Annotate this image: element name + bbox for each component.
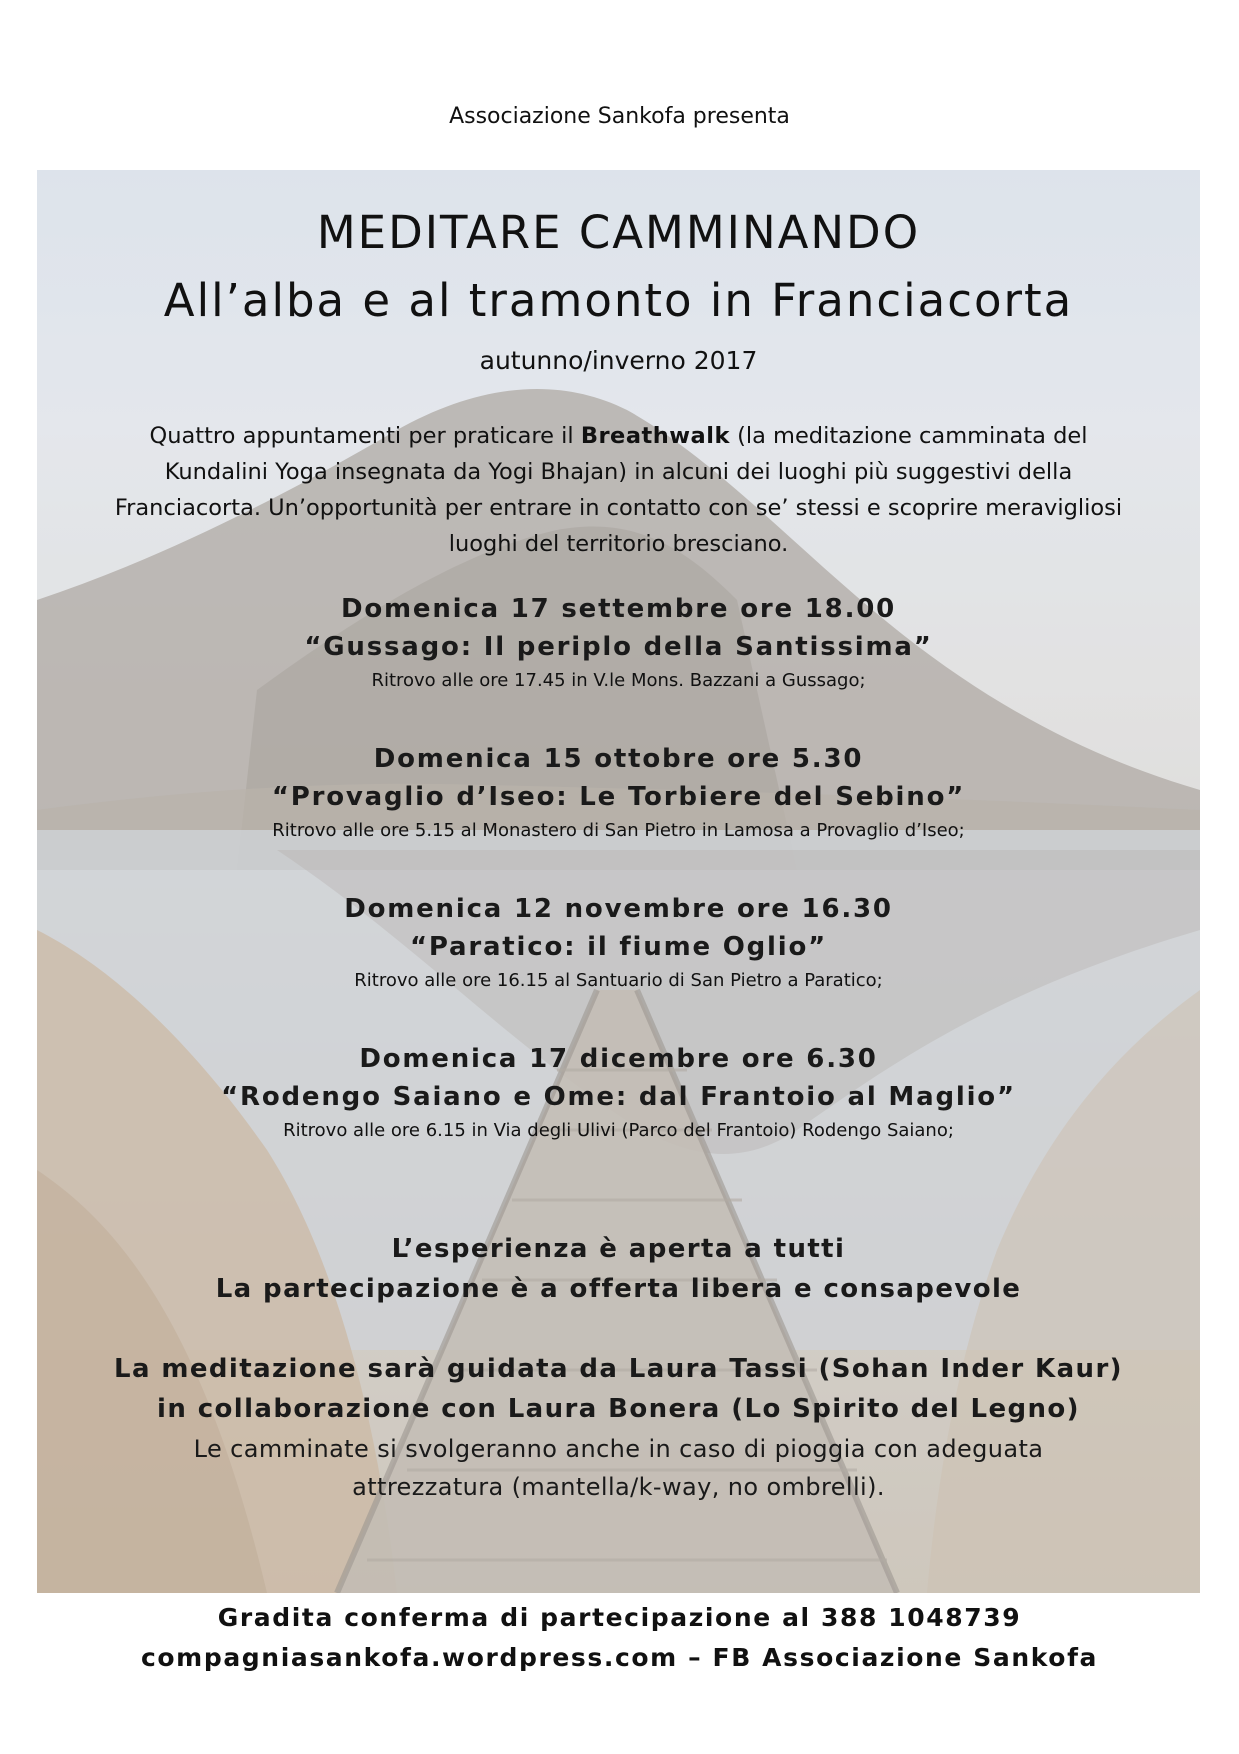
season-label: autunno/inverno 2017 <box>479 346 758 375</box>
poster-subtitle: All’alba e al tramonto in Franciacorta <box>163 274 1074 327</box>
event-place: “Paratico: il fiume Oglio” <box>409 932 828 962</box>
event-meeting-point: Ritrovo alle ore 17.45 in V.le Mons. Bazzani a Gussago; <box>371 670 866 691</box>
event-1 <box>37 590 1200 696</box>
presenter-line: Associazione Sankofa presenta <box>449 104 790 129</box>
event-date: Domenica 15 ottobre ore 5.30 <box>373 744 864 774</box>
open-to-all: L’esperienza è aperta a tutti <box>391 1234 846 1264</box>
footer-confirmation: Gradita conferma di partecipazione al 388 1048739 <box>217 1603 1022 1632</box>
event-2 <box>37 740 1200 846</box>
breathwalk-highlight: Breathwalk <box>580 423 730 449</box>
guide-line-2: in collaborazione con Laura Bonera (Lo Spirito del Legno) <box>157 1394 1080 1424</box>
poster-background <box>37 170 1200 1593</box>
footer-website: compagniasankofa.wordpress.com – FB Associazione Sankofa <box>140 1643 1099 1672</box>
event-4 <box>37 1040 1200 1146</box>
event-place: “Gussago: Il periplo della Santissima” <box>304 632 933 662</box>
guide-line-1: La meditazione sarà guidata da Laura Tassi (Sohan Inder Kaur) <box>114 1354 1123 1384</box>
intro-paragraph: Quattro appuntamenti per praticare il Breathwalk (la meditazione camminata del Kundalini Yoga insegnata da Yogi Bhajan) in alcuni dei luoghi più suggestivi della Franciacorta. Un’opportunità per entrare in contatto con se’ stessi e scoprire meravigliosi luoghi del territorio bresciano. <box>114 423 1123 557</box>
event-date: Domenica 17 dicembre ore 6.30 <box>359 1044 878 1074</box>
event-date: Domenica 17 settembre ore 18.00 <box>340 594 897 624</box>
event-meeting-point: Ritrovo alle ore 6.15 in Via degli Ulivi (Parco del Frantoio) Rodengo Saiano; <box>283 1120 954 1141</box>
event-place: “Provaglio d’Iseo: Le Torbiere del Sebino” <box>271 782 966 812</box>
event-place: “Rodengo Saiano e Ome: dal Frantoio al Maglio” <box>221 1082 1016 1112</box>
event-date: Domenica 12 novembre ore 16.30 <box>344 894 893 924</box>
poster-title: MEDITARE CAMMINANDO <box>316 206 921 259</box>
event-meeting-point: Ritrovo alle ore 5.15 al Monastero di San Pietro in Lamosa a Provaglio d’Iseo; <box>272 820 965 841</box>
offer-note: La partecipazione è a offerta libera e consapevole <box>215 1274 1022 1304</box>
rain-note: Le camminate si svolgeranno anche in caso di pioggia con adeguata attrezzatura (mantella/k-way, no ombrelli). <box>193 1435 1044 1501</box>
event-meeting-point: Ritrovo alle ore 16.15 al Santuario di San Pietro a Paratico; <box>354 970 883 991</box>
event-3 <box>37 890 1200 996</box>
